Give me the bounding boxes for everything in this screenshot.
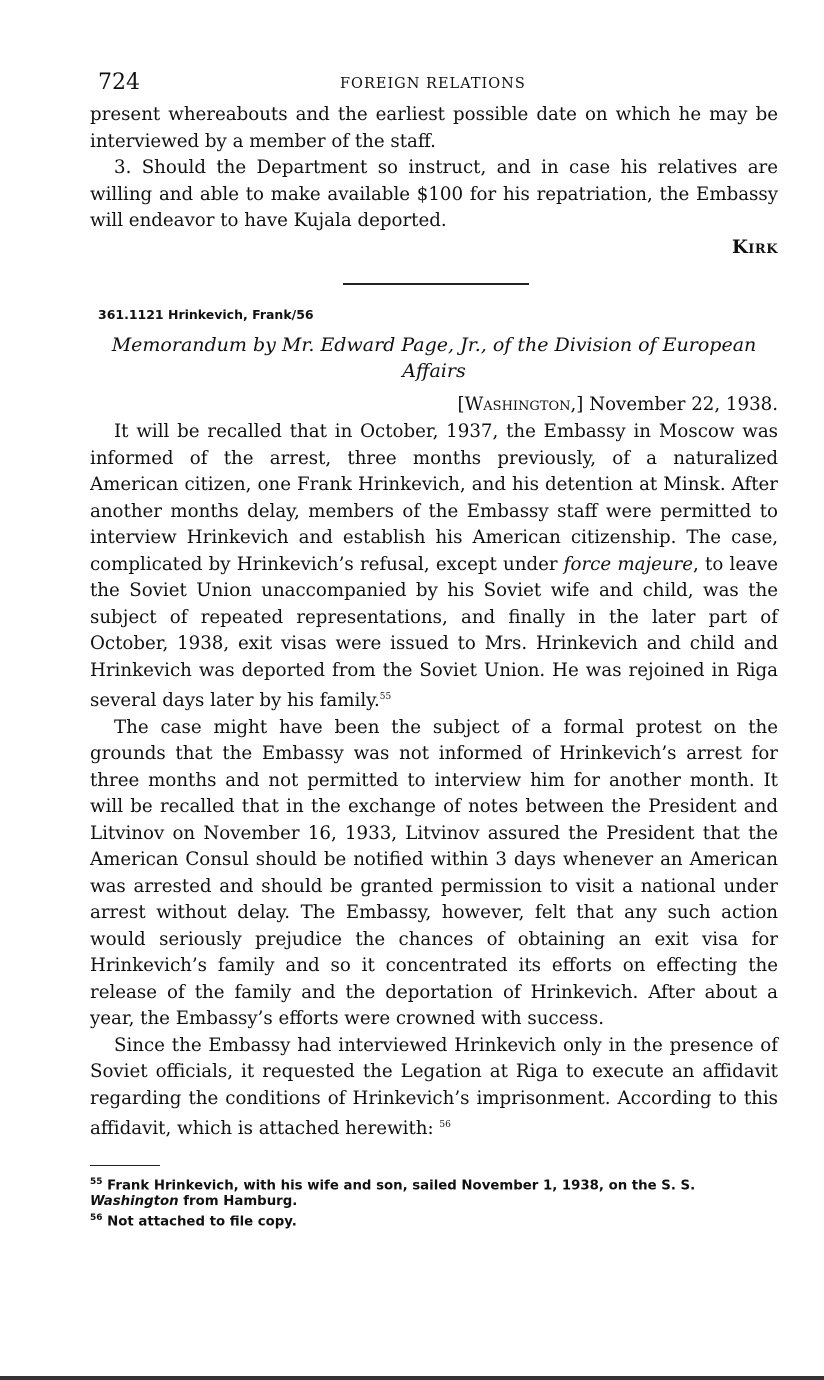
footnote-ref-55: 55 (379, 692, 392, 702)
memo-p3-text: Since the Embassy had interviewed Hrinkevich only in the presence of Soviet officials, it requested the Legation at Riga to execute an affidavit regarding the conditions of Hrinkevich’s imprisonment. According to this affidavit, which is attached herewith: (90, 1034, 778, 1140)
footnote-56-number: 56 (90, 1213, 103, 1224)
opening-section (90, 102, 778, 261)
memo-title: Memorandum by Mr. Edward Page, Jr., of the Division of European Affairs (111, 334, 757, 382)
footnote-55 (90, 1174, 778, 1210)
document-page (90, 70, 778, 1230)
signature: Kirk (732, 236, 778, 258)
footnotes (90, 1174, 778, 1231)
scan-bottom-edge (0, 1376, 824, 1380)
memo-paragraph-1 (90, 419, 778, 715)
memo-paragraph-3 (90, 1033, 778, 1143)
page-number: 724 (98, 70, 140, 95)
footnote-55-italic: Washington (90, 1194, 179, 1210)
footnote-55-number: 55 (90, 1176, 103, 1187)
footnote-rule (90, 1165, 160, 1166)
memo-p1-text-b: , to leave the Soviet Union unaccompanied by his Soviet wife and child, was the subject of repeated representations, and finally in the later part of October, 1938, exit visas were issued to Mrs. Hrinkevich and child and Hrinkevich was deported from the Soviet Union. He was rejoined in Riga several days later by his family. (90, 553, 778, 712)
memo-body (90, 419, 778, 1143)
running-head: FOREIGN RELATIONS (340, 76, 526, 92)
dateline-date: November 22, 1938. (589, 394, 778, 415)
continuation-paragraph: present whereabouts and the earliest possible date on which he may be interviewed by a member of the staff. (90, 104, 778, 152)
footnote-56-text: Not attached to file copy. (107, 1214, 297, 1230)
footnote-56 (90, 1210, 778, 1230)
paragraph-3: 3. Should the Department so instruct, and in case his relatives are willing and able to make available $100 for his repatriation, the Embassy will endeavor to have Kujala deported. (90, 157, 778, 231)
footnote-55-text-b: from Hamburg. (178, 1194, 298, 1210)
dateline-place: [Washington,] (457, 394, 584, 415)
file-reference: 361.1121 Hrinkevich, Frank/56 (98, 307, 314, 322)
footnote-ref-56: 56 (439, 1120, 451, 1131)
footnote-55-text-a: Frank Hrinkevich, with his wife and son, sailed November 1, 1938, on the S. S. (107, 1178, 696, 1194)
page-header (90, 70, 778, 102)
section-separator (343, 283, 529, 285)
memo-p1-italic: force majeure (563, 553, 694, 575)
dateline (90, 394, 778, 415)
memo-paragraph-2: The case might have been the subject of a formal protest on the grounds that the Embassy was not informed of Hrinkevich’s arrest for three months and not permitted to interview him for another month. It will be recalled that in the exchange of notes between the President and Litvinov on November 16, 1933, Litvinov assured the President that the American Consul should be notified within 3 days whenever an American was arrested and should be granted permission to visit a national under arrest without delay. The Embassy, however, felt that any such action would seriously prejudice the chances of obtaining an exit visa for Hrinkevich’s family and so it concentrated its efforts on effecting the release of the family and the deportation of Hrinkevich. After about a year, the Embassy’s efforts were crowned with success. (90, 716, 778, 1030)
memo-p1-text-a: It will be recalled that in October, 1937, the Embassy in Moscow was informed of the arrest, three months previously, of a naturalized American citizen, one Frank Hrinkevich, and his detention at Minsk. After another months delay, members of the Embassy staff were permitted to interview Hrinkevich and establish his American citizenship. The case, complicated by Hrinkevich’s refusal, except under (90, 421, 778, 575)
